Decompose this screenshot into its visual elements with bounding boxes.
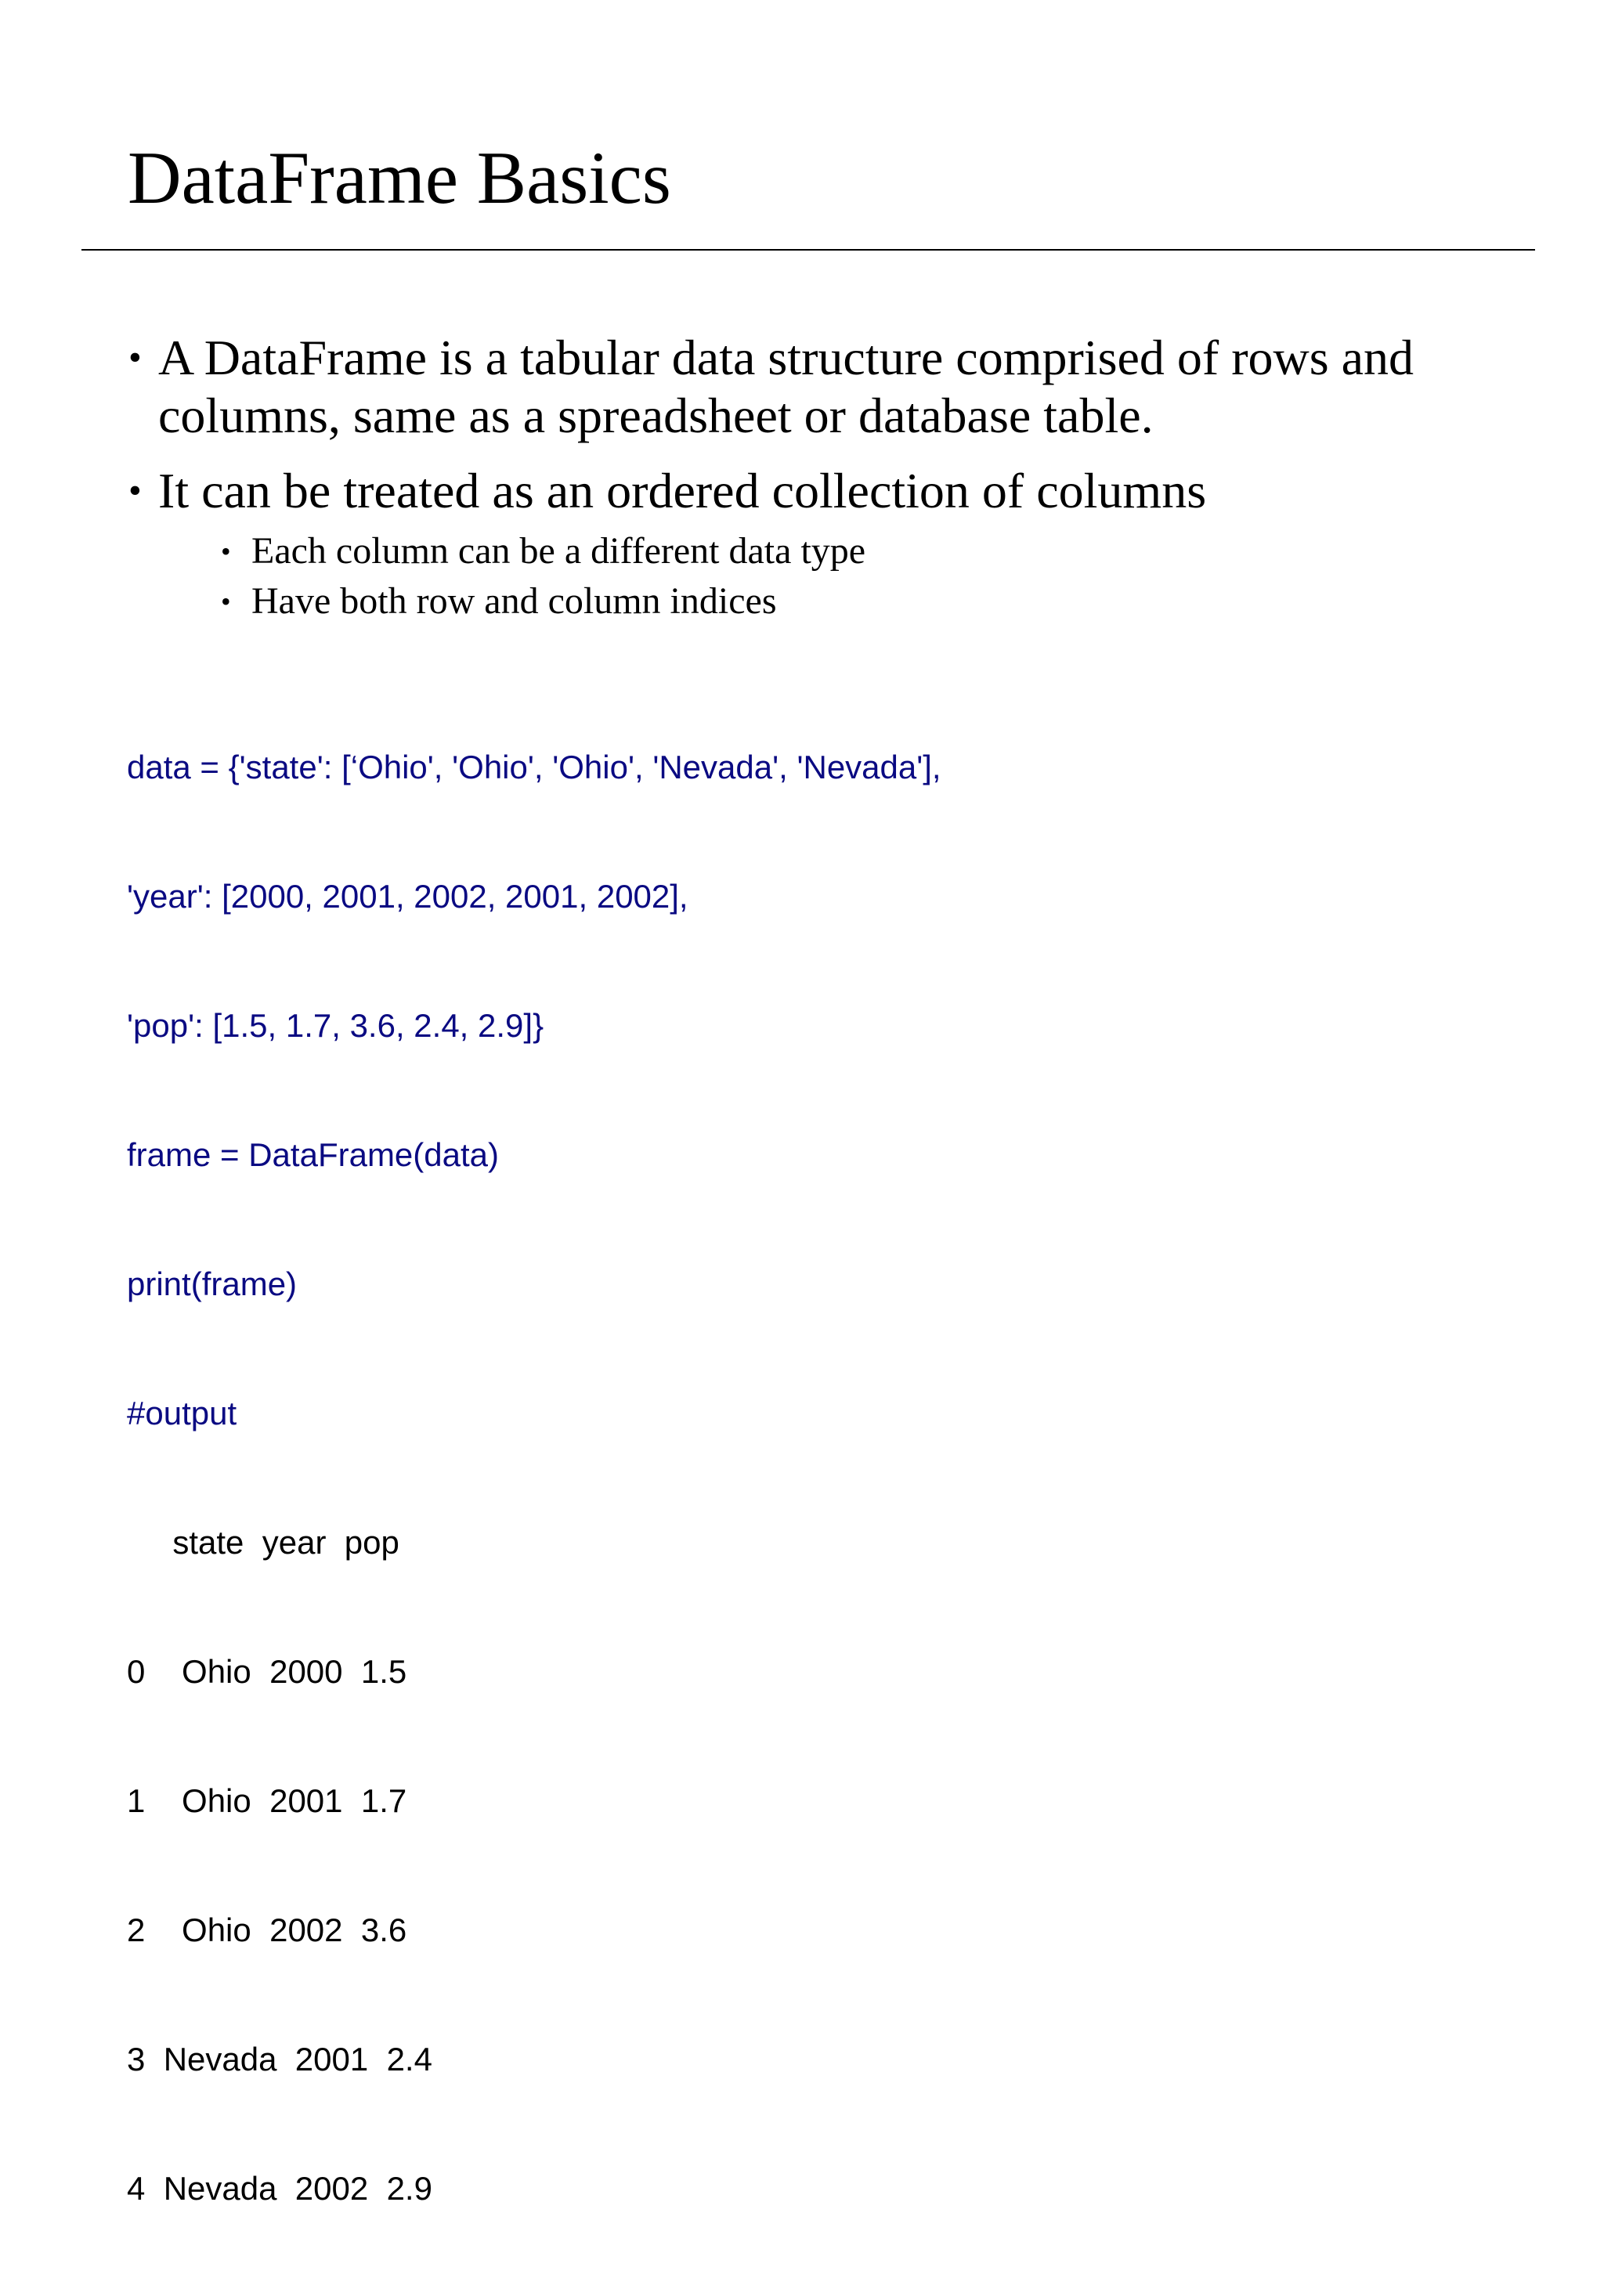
output-row: 3 Nevada 2001 2.4 (127, 2041, 432, 2078)
code-line: frame = DataFrame(data) (127, 1136, 500, 1173)
code-block (127, 659, 941, 2296)
code-line: data = {'state': [‘Ohio', 'Ohio', 'Ohio', 'Nevada', 'Nevada'], (127, 749, 941, 785)
sub-bullet-text: Each column can be a different data type (251, 530, 866, 572)
output-row: 1 Ohio 2001 1.7 (127, 1782, 407, 1819)
bullet-text: It can be treated as an ordered collection of columns (158, 463, 1207, 518)
code-comment: #output (127, 1395, 237, 1431)
slide-title: DataFrame Basics (128, 136, 671, 219)
sub-bullet-item (158, 576, 1551, 626)
code-line: 'pop': [1.5, 1.7, 3.6, 2.4, 2.9]} (127, 1007, 544, 1044)
bullet-list (125, 329, 1551, 644)
bullet-item (125, 462, 1551, 626)
code-line: print(frame) (127, 1265, 298, 1302)
bullet-text: A DataFrame is a tabular data structure comprised of rows and columns, same as a spreadsheet or database table. (158, 330, 1414, 443)
bullet-icon: • (128, 337, 142, 378)
sub-bullet-icon: • (221, 586, 231, 617)
output-header: state year pop (127, 1524, 399, 1561)
sub-bullet-icon: • (221, 536, 231, 567)
output-row: 2 Ohio 2002 3.6 (127, 1912, 407, 1948)
code-line: 'year': [2000, 2001, 2002, 2001, 2002], (127, 878, 688, 915)
output-row: 4 Nevada 2002 2.9 (127, 2170, 432, 2207)
title-divider (81, 249, 1535, 251)
sub-bullet-text: Have both row and column indices (251, 580, 777, 622)
output-row: 0 Ohio 2000 1.5 (127, 1653, 407, 1690)
sub-bullet-item (158, 526, 1551, 576)
sub-bullet-list (158, 526, 1551, 626)
bullet-item (125, 329, 1551, 445)
bullet-icon: • (128, 470, 142, 511)
